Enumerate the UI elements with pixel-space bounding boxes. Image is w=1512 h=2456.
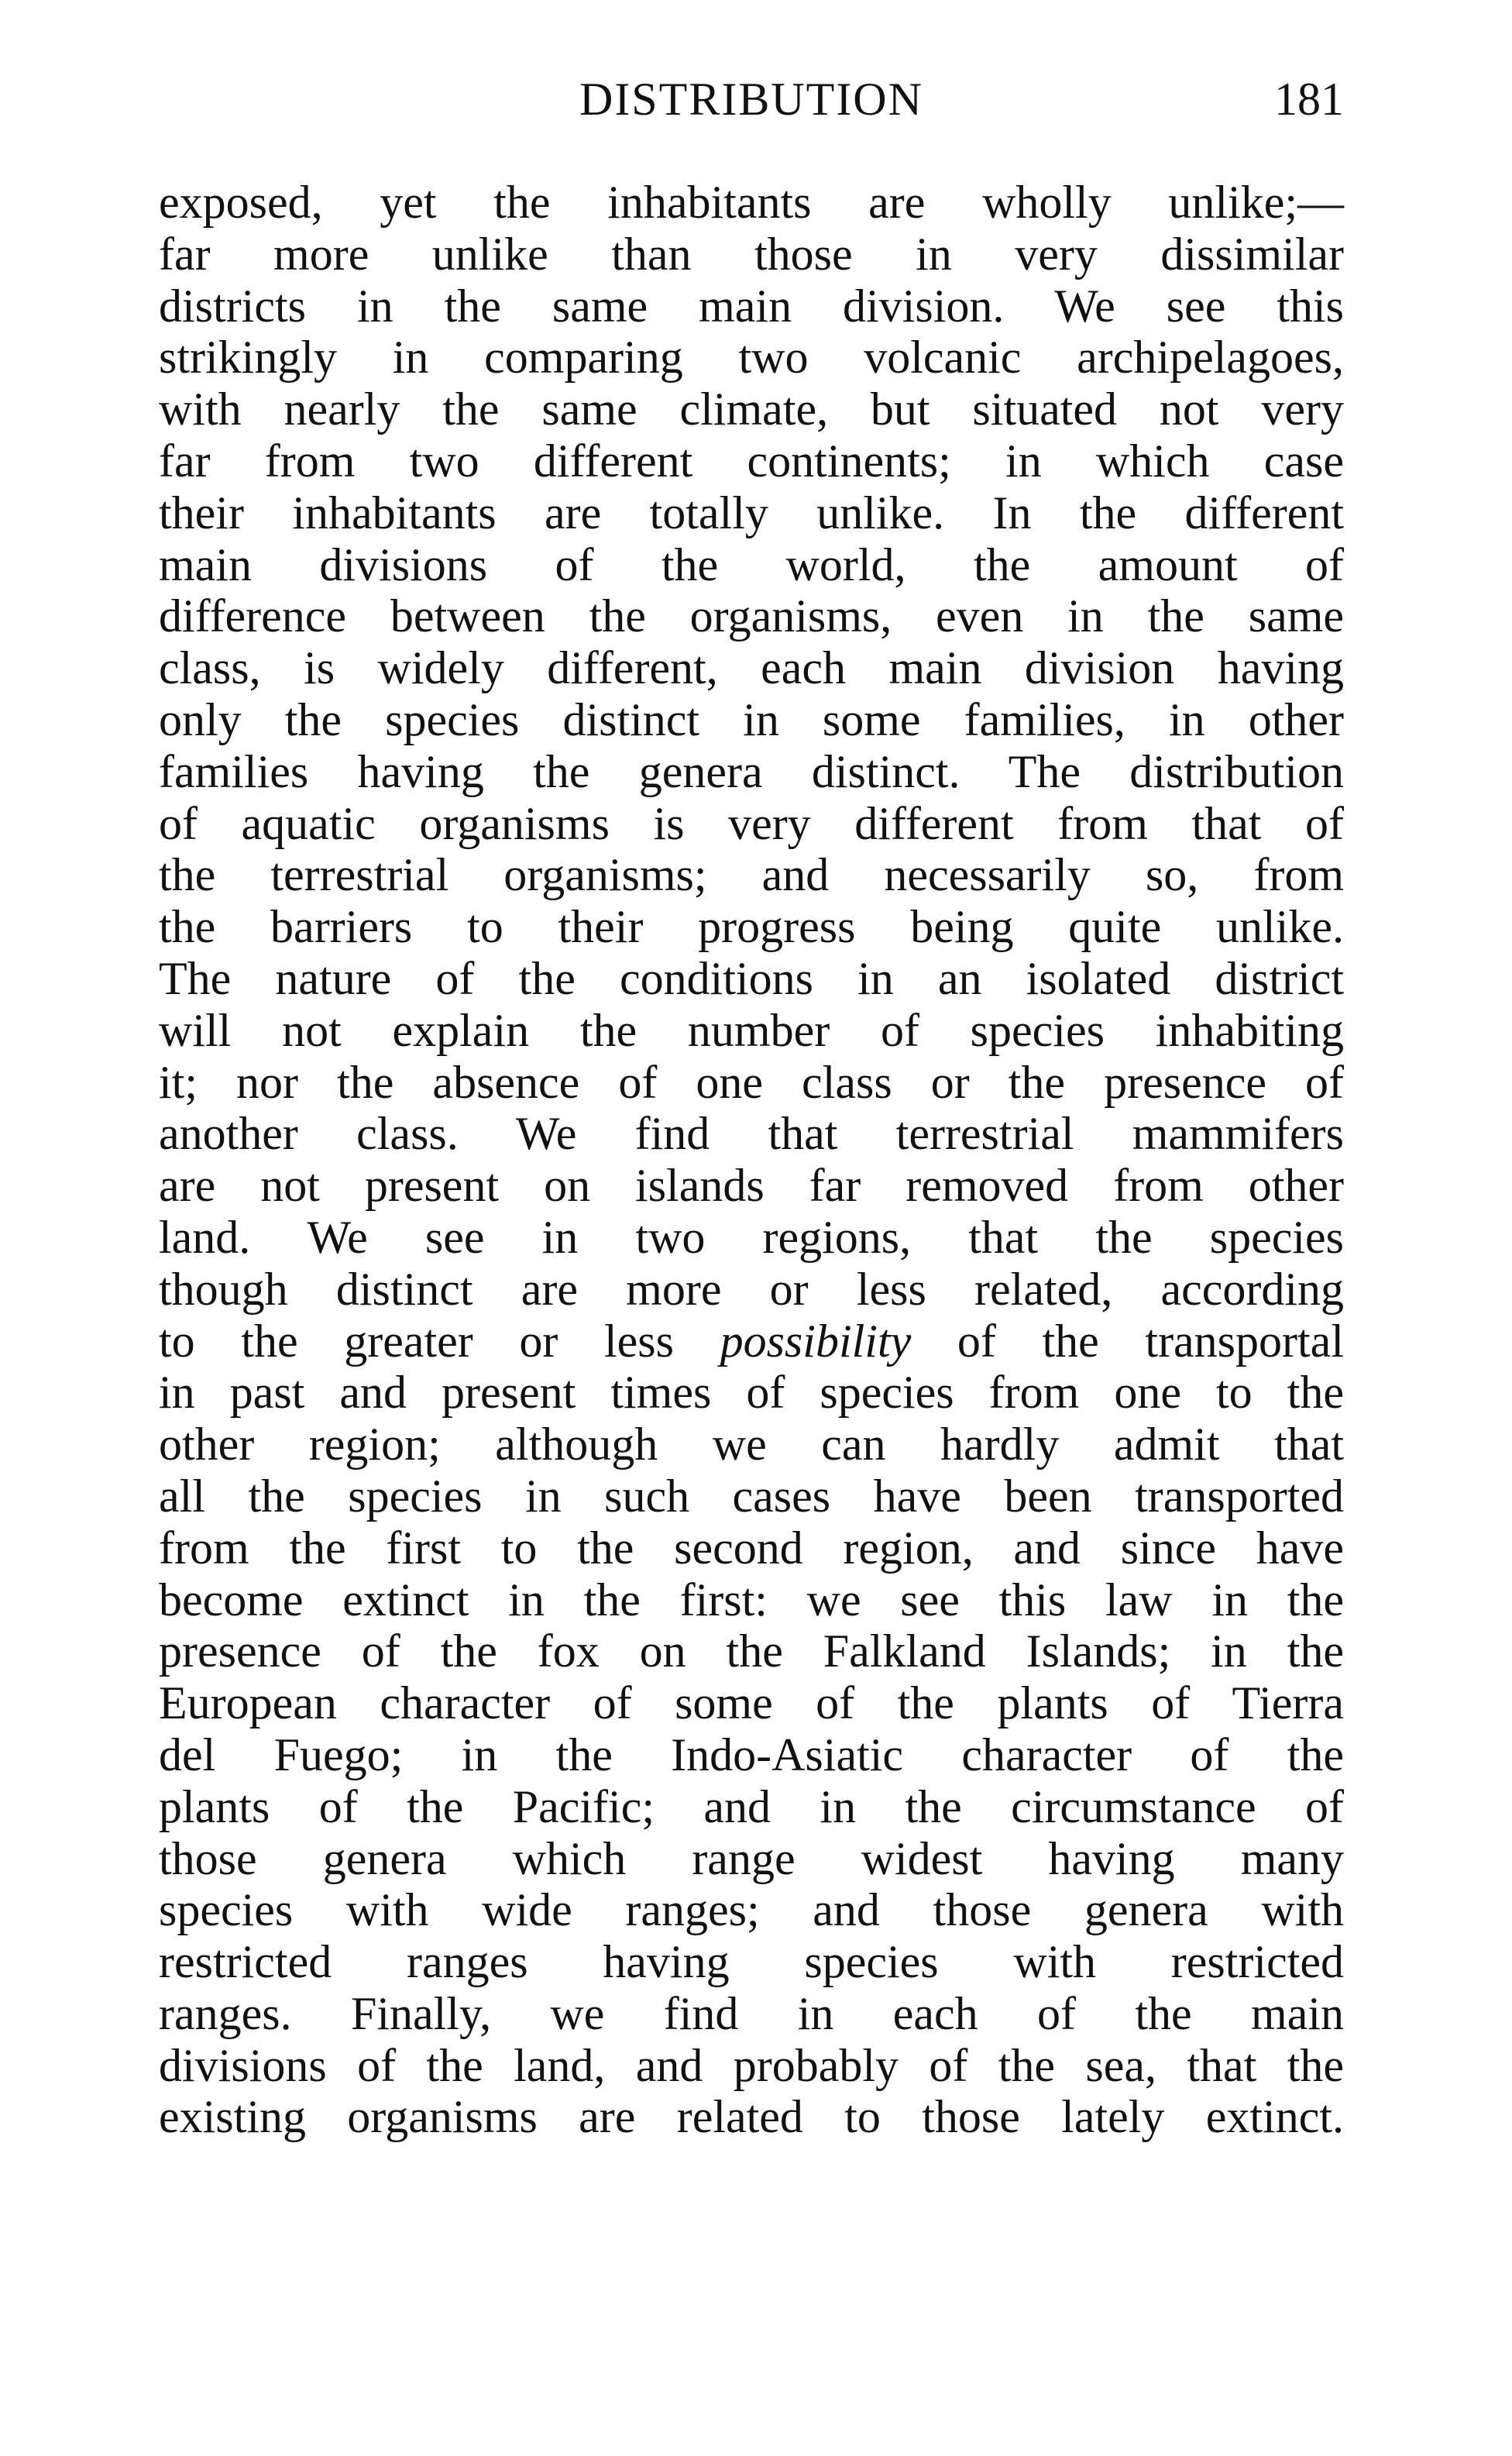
- text-line: with nearly the same climate, but situated not very: [159, 384, 1344, 435]
- text-line: families having the genera distinct. The distribution: [159, 745, 1344, 797]
- text-line: those genera which range widest having many: [159, 1832, 1344, 1884]
- text-line: their inhabitants are totally unlike. In the different: [159, 487, 1344, 538]
- text-line: districts in the same main division. We see this: [159, 280, 1344, 332]
- text-line: difference between the organisms, even in the same: [159, 590, 1344, 642]
- text-line: will not explain the number of species inhabiting: [159, 1004, 1344, 1056]
- text-line: del Fuego; in the Indo-Asiatic character of the: [159, 1728, 1344, 1780]
- page-number: 181: [1274, 74, 1344, 125]
- text-line: in past and present times of species from one to the: [159, 1367, 1344, 1419]
- emphasized-word: possibility: [720, 1315, 912, 1367]
- text-line: from the first to the second region, and since have: [159, 1522, 1344, 1574]
- body-text: [159, 177, 1344, 2143]
- text-line: restricted ranges having species with restricted: [159, 1936, 1344, 1988]
- text-line: other region; although we can hardly admit that: [159, 1419, 1344, 1471]
- line-text-before-emphasis: to the greater or less: [159, 1315, 720, 1367]
- text-line: the terrestrial organisms; and necessarily so, from: [159, 849, 1344, 901]
- running-title: DISTRIBUTION: [579, 74, 923, 125]
- text-line: presence of the fox on the Falkland Islands; in the: [159, 1625, 1344, 1677]
- text-line: all the species in such cases have been transported: [159, 1470, 1344, 1522]
- text-line: European character of some of the plants of Tierra: [159, 1677, 1344, 1729]
- running-head: [159, 68, 1344, 130]
- text-line: only the species distinct in some families, in other: [159, 693, 1344, 745]
- text-line: class, is widely different, each main division having: [159, 642, 1344, 694]
- text-line: become extinct in the first: we see this law in the: [159, 1574, 1344, 1625]
- text-line: are not present on islands far removed from other: [159, 1160, 1344, 1212]
- text-line: exposed, yet the inhabitants are wholly unlike;—: [159, 177, 1344, 228]
- text-line: far from two different continents; in which case: [159, 435, 1344, 487]
- text-line: species with wide ranges; and those genera with: [159, 1884, 1344, 1936]
- text-line: the barriers to their progress being quite unlike.: [159, 901, 1344, 953]
- text-line: ranges. Finally, we find in each of the main: [159, 1987, 1344, 2039]
- text-line: [159, 1316, 1344, 1367]
- text-line: existing organisms are related to those lately extinct.: [159, 2091, 1344, 2143]
- text-line: far more unlike than those in very dissimilar: [159, 228, 1344, 280]
- text-line: land. We see in two regions, that the species: [159, 1211, 1344, 1263]
- text-line: divisions of the land, and probably of the sea, that the: [159, 2039, 1344, 2091]
- text-line: another class. We find that terrestrial mammifers: [159, 1108, 1344, 1160]
- text-line: The nature of the conditions in an isolated district: [159, 952, 1344, 1004]
- text-line: of aquatic organisms is very different from that of: [159, 797, 1344, 849]
- text-line: main divisions of the world, the amount of: [159, 538, 1344, 590]
- line-text-after-emphasis: of the transportal: [911, 1315, 1344, 1367]
- text-line: it; nor the absence of one class or the presence of: [159, 1056, 1344, 1108]
- text-line: though distinct are more or less related, according: [159, 1263, 1344, 1315]
- text-line: strikingly in comparing two volcanic archipelagoes,: [159, 332, 1344, 384]
- text-line: plants of the Pacific; and in the circumstance of: [159, 1780, 1344, 1832]
